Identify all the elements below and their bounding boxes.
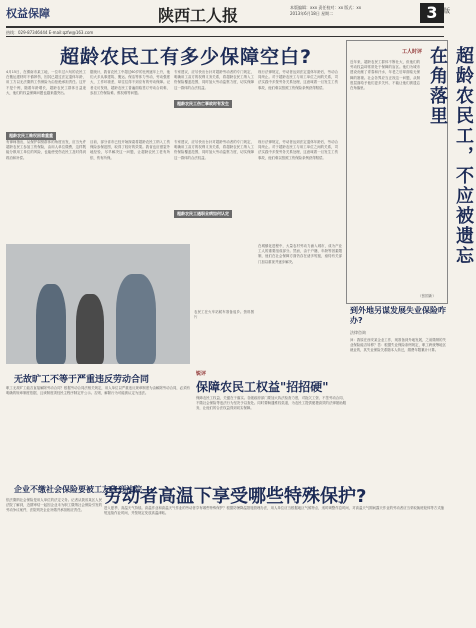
photo-caption-text: 农民工在火车站候车准备返乡。资料图片 — [194, 310, 254, 320]
sidebar-label: 工人时评 — [402, 49, 423, 55]
middle-column-text: 在城镇化进程中，大量农村劳动力涌入城市，成为产业工人的重要组成部分。然而，由于户籍、年龄等因素限制，他们在社会保障方面仍存在诸多短板，亟待有关部门加以重视并逐步解决。 — [258, 244, 342, 264]
main-col-8 — [258, 140, 338, 238]
page-number-digit: 3 — [426, 3, 438, 22]
guarantee-headline: 保障农民工权益"招招硬" — [196, 380, 329, 394]
main-col-5 — [6, 140, 86, 238]
masthead — [0, 0, 450, 26]
sidebar-text-body: 近年来，超龄农民工群体不断壮大，但他们的劳动权益却常常处于保障的盲区。他们为城市建设贡献了青春和汗水，年老之后却面临无保障的窘境。社会各界应当正视这一问题，从制度层面给予他们更多关怀，不能让他们被遗忘在角落里。 — [350, 60, 420, 91]
section-name: 权益保障 — [6, 7, 50, 20]
photo-caption — [194, 310, 254, 364]
bottom-text — [104, 506, 444, 622]
guarantee-label: 锐评 — [196, 371, 207, 377]
left-article-2-headline: 企业不缴社会保险要被工友告到法院 — [14, 485, 142, 494]
newspaper-name: 陕西工人报 — [158, 6, 239, 25]
bottom-text-body: 进入夏季，高温天气持续。高温作业和高温天气作业的劳动者享有哪些特殊保护？根据防暑降温措施管理办法，用人单位应当根据地区气候特点，适时调整作息时间，对高温天气期间露天作业的劳动者应当采取换班轮休等方式缩短连续作业时间，并按规定发放高温津贴。 — [104, 506, 444, 516]
main-col-6 — [90, 140, 170, 238]
main-subhead-2: 超龄农民工伤亡事故时有发生 — [174, 100, 232, 108]
main-col-3-text: 专家建议，应尽快出台针对超龄劳动者的专门规定，明确用工双方的权利义务关系，将超龄农民工纳入工伤保险覆盖范围，同时加大劳动监察力度，切实保障这一群体的合法权益。 — [174, 70, 254, 90]
main-col-5-text: 有律师指出，从保护弱势群体的角度出发，应当允许超龄农民工参加工伤保险，由用人单位缴费，这样既能分散用工单位的风险，也能使受伤农民工及时得到救治和补偿。 — [6, 140, 86, 160]
main-col-1 — [6, 70, 86, 130]
left-article-2-text — [6, 498, 102, 622]
sidebar-signature: （张国新） — [418, 294, 436, 298]
meta-line-1: 本版编辑：xxx 责任校对：xx 版式：xx — [290, 5, 362, 10]
masthead-rule — [6, 26, 444, 28]
main-col-4-text: 现行法律规定，劳动者达到法定退休年龄后，劳动合同终止。对于超龄农民工与用工单位之间的关系，司法实践中多按劳务关系处理，这意味着一旦发生工伤事故，他们难以按照工伤保险条例获得赔偿。 — [258, 70, 338, 90]
left-article-2-body: 依法缴纳社会保险是用人单位的法定义务。记者从我省某区人民法院了解到，近期审结一起因企业未为职工缴纳社会保险引发的劳动争议案件，法院判决企业补缴并承担相应责任。 — [6, 498, 102, 513]
main-subhead-1: 超龄农民工维权困难重重 — [6, 132, 56, 140]
bottom-headline: 劳动者高温下享受哪些特殊保护? — [104, 486, 367, 507]
main-col-6-text: 目前，部分省市已经开始探索将超龄农民工纳入工伤保险参保范围，取得了较好的效果。我省也应借鉴外地经验，尽早解决这一问题，让超龄农民工老有所依、伤有所保。 — [90, 140, 170, 160]
remote-headline: 到外地另谋发展失业保险咋办? — [350, 306, 446, 325]
main-col-2-text: 据统计，我省农民工中超过60岁的比例逐年上升，他们大多从事建筑、搬运、保洁等体力劳动，劳动强度大，工作环境差，却往往得不到应有的劳动保障。记者走访发现，超龄农民工普遍面临签订劳动合同难、参加工伤保险难、维权难等问题。 — [90, 70, 170, 95]
main-subhead-3: 超龄农民工遇职业病如何认定 — [174, 210, 232, 218]
guarantee-text-body: 保障农民工权益，关键在于落实。各级政府部门要加大执法检查力度，对拖欠工资、不签劳动合同、不缴社会保险等违法行为坚决予以查处。同时要畅通维权渠道，为农民工提供便捷高效的法律援助服务，让他们的合法权益得到切实保障。 — [196, 396, 346, 411]
remote-label: 法律咨询 — [350, 330, 366, 335]
remote-text — [350, 338, 446, 478]
main-col-7-text: 专家建议，应尽快出台针对超龄劳动者的专门规定，明确用工双方的权利义务关系，将超龄农民工纳入工伤保险覆盖范围，同时加大劳动监察力度，切实保障这一群体的合法权益。 — [174, 140, 254, 160]
sidebar-vertical-title: 超龄农民工，不应被遗忘在角落里 — [427, 46, 474, 266]
photo-figure-2 — [76, 294, 104, 364]
main-col-2 — [90, 70, 170, 130]
left-article-1-body: 职工无故旷工能否直接解除劳动合同？根据劳动合同法相关规定，用人单位以严重违反规章制度为由解除劳动合同，必须有明确的规章制度依据，且该制度须经民主程序制定并公示。否则，解除行为可能被认定为违法。 — [6, 386, 190, 396]
photo-figure-1 — [36, 284, 66, 364]
main-col-4 — [258, 70, 338, 130]
photo-figure-3 — [116, 274, 156, 364]
news-photo — [6, 244, 190, 364]
header-rule — [6, 36, 444, 37]
sidebar-text — [350, 60, 420, 288]
main-headline: 超龄农民工有多少保障空白? — [60, 46, 313, 68]
left-article-1-headline: 无故旷工不等于严重违反劳动合同 — [14, 375, 150, 385]
editor-line: 热线：029-87346444 E-mail:qzfw@163.com — [6, 30, 94, 35]
main-col-1-text: 4月15日，在渭南市某工地，一位年过六旬的农民工在搬运建材时不慎摔伤，因其已超过法定退休年龄，用工方以无法缴纳工伤保险为由拒绝承担责任。这并不是个例，随着年龄增长，超龄农民工群体日益庞大，他们的权益保障问题也越来越突出。 — [6, 70, 86, 95]
guarantee-text — [196, 396, 346, 476]
main-col-8-text: 现行法律规定，劳动者达到法定退休年龄后，劳动合同终止。对于超龄农民工与用工单位之间的关系，司法实践中多按劳务关系处理，这意味着一旦发生工伤事故，他们难以按照工伤保险条例获得赔偿。 — [258, 140, 338, 160]
middle-column — [258, 244, 342, 324]
left-article-1-text — [6, 386, 190, 476]
page-number — [420, 3, 444, 23]
meta-line-2: 2013年6月18日 星期二 — [290, 11, 334, 16]
masthead-meta — [290, 5, 430, 17]
main-col-7 — [174, 140, 254, 238]
remote-text-body: 问：我原在西安某企业工作，现准备到外地发展，之前缴纳的失业保险能否转移？答：根据失业保险条例规定，职工跨统筹地区就业的，其失业保险关系随本人转迁，缴费年限累计计算。 — [350, 338, 446, 353]
page-suffix: 版 — [443, 8, 450, 15]
